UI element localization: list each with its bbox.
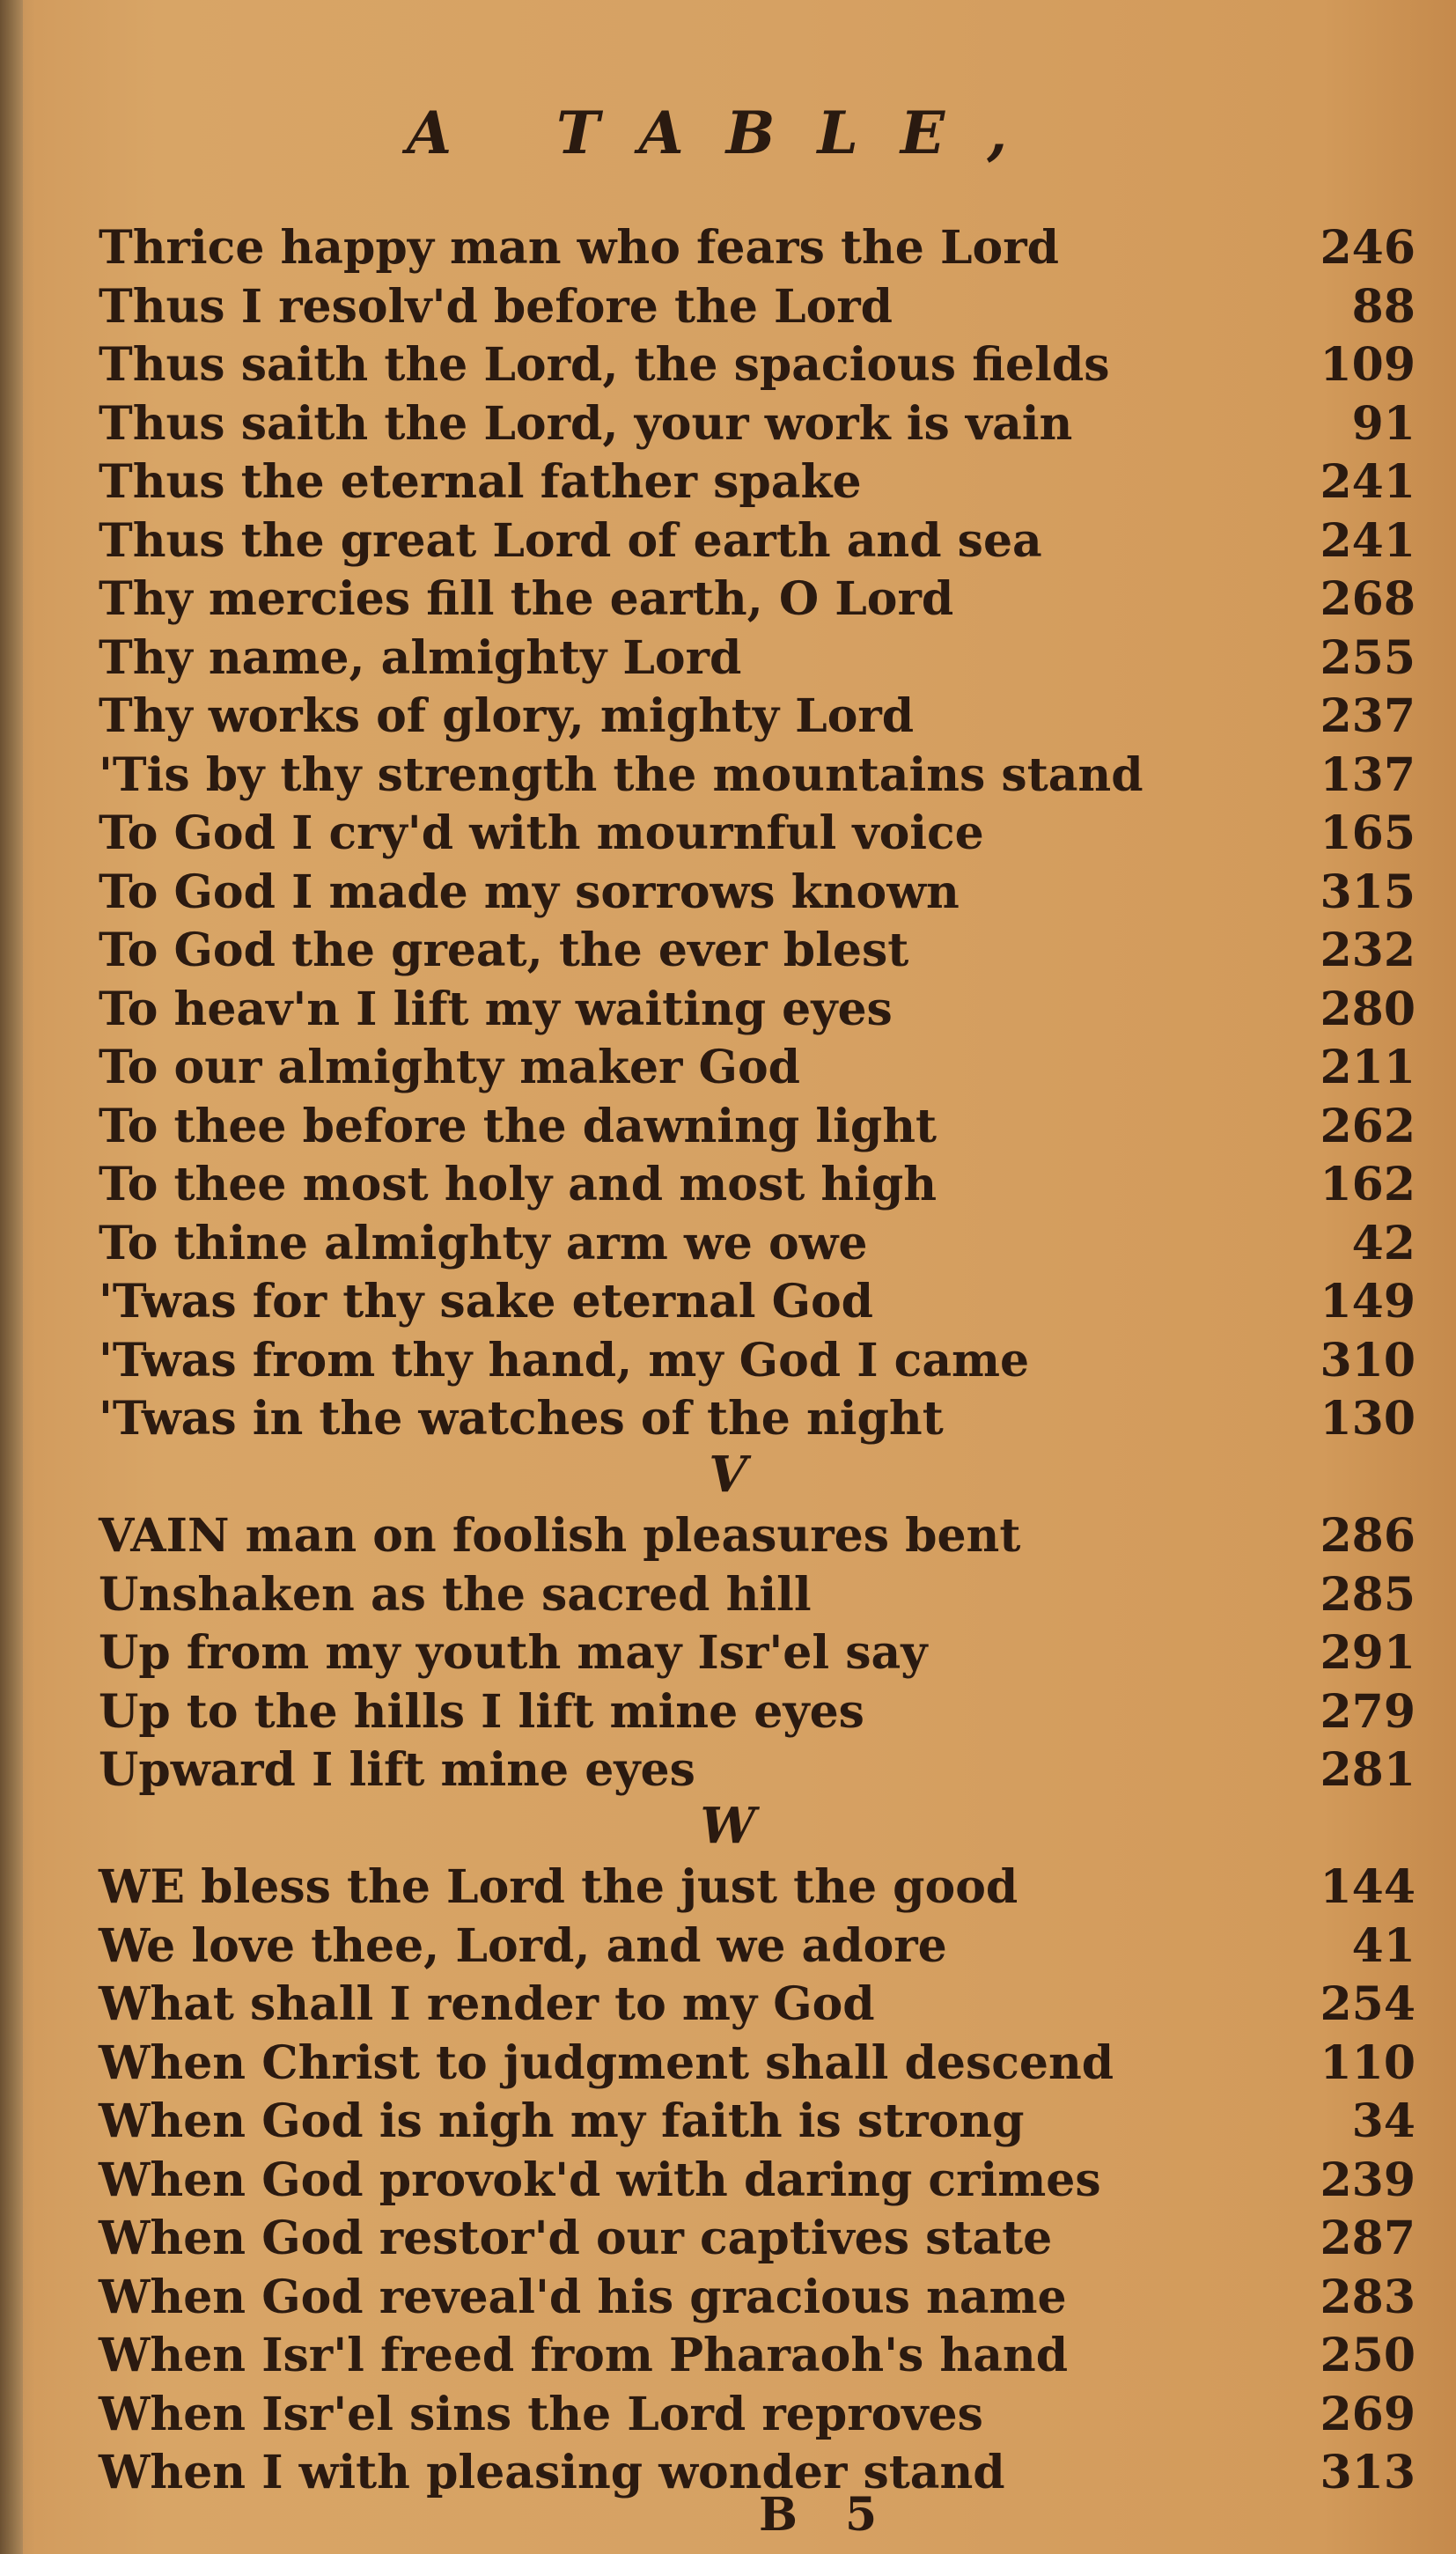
page-number: 269 (1320, 2387, 1416, 2441)
index-entry (0, 2209, 1456, 2268)
index-entry (0, 2268, 1456, 2327)
index-entry (0, 1389, 1456, 1448)
index-entry (0, 1975, 1456, 2034)
first-line-text: Thy works of glory, mighty Lord (99, 689, 915, 743)
index-entry (0, 570, 1456, 629)
first-line-text: To God I cry'd with mournful voice (99, 806, 984, 860)
first-line-text: Unshaken as the sacred hill (99, 1567, 812, 1622)
index-entry (0, 218, 1456, 277)
page-number: 279 (1320, 1684, 1416, 1739)
index-entry (0, 1506, 1456, 1565)
page-number: 237 (1320, 689, 1416, 743)
index-entry (0, 2092, 1456, 2151)
index-entry (0, 1565, 1456, 1624)
first-line-text: When God reveal'd his gracious name (99, 2270, 1067, 2324)
page-number: 144 (1320, 1860, 1416, 1914)
first-line-text: Thy mercies fill the earth, O Lord (99, 572, 954, 626)
first-line-text: When Isr'el sins the Lord reproves (99, 2387, 983, 2441)
page-number: 130 (1320, 1392, 1416, 1446)
first-line-text: Up to the hills I lift mine eyes (99, 1684, 864, 1739)
index-table (0, 218, 1456, 2502)
first-line-text: 'Twas in the watches of the night (99, 1392, 944, 1446)
first-line-text: We love thee, Lord, and we adore (99, 1918, 947, 1973)
page-number: 283 (1320, 2270, 1416, 2324)
page-number: 310 (1320, 1333, 1416, 1387)
first-line-text: VAIN man on foolish pleasures bent (99, 1509, 1021, 1563)
page-number: 291 (1320, 1626, 1416, 1680)
first-line-text: To our almighty maker God (99, 1041, 801, 1094)
index-entry (0, 512, 1456, 570)
first-line-text: When Isr'l freed from Pharaoh's hand (99, 2329, 1069, 2382)
page-number: 241 (1320, 455, 1416, 509)
index-entry (0, 2326, 1456, 2385)
first-line-text: Thy name, almighty Lord (99, 630, 742, 685)
first-line-text: To thee most holy and most high (99, 1158, 938, 1211)
page-number: 262 (1320, 1099, 1416, 1153)
page-number: 280 (1320, 982, 1416, 1036)
first-line-text: When God restor'd our captives state (99, 2212, 1053, 2265)
index-entry (0, 863, 1456, 922)
page-number: 254 (1320, 1977, 1416, 2031)
page-number: 232 (1320, 924, 1416, 977)
first-line-text: To heav'n I lift my waiting eyes (99, 982, 893, 1036)
page-number: 241 (1320, 513, 1416, 568)
page-number: 255 (1320, 630, 1416, 685)
first-line-text: 'Twas for thy sake eternal God (99, 1275, 874, 1329)
first-line-text: To God I made my sorrows known (99, 865, 960, 919)
page-number: 109 (1320, 338, 1416, 392)
index-entry (0, 2151, 1456, 2210)
first-line-text: When Christ to judgment shall descend (99, 2035, 1114, 2090)
first-line-text: Thrice happy man who fears the Lord (99, 221, 1059, 275)
page-number: 211 (1320, 1041, 1416, 1094)
index-entry (0, 629, 1456, 688)
page-number: 42 (1351, 1216, 1416, 1270)
page-number: 149 (1320, 1275, 1416, 1329)
index-entry (0, 1097, 1456, 1156)
page-number: 34 (1351, 2094, 1416, 2148)
first-line-text: 'Twas from thy hand, my God I came (99, 1333, 1030, 1387)
page-title: A TABLE, (406, 99, 1050, 167)
section-row (0, 1445, 1456, 1507)
page-number: 91 (1351, 396, 1416, 451)
first-line-text: Upward I lift mine eyes (99, 1743, 695, 1797)
first-line-text: When God provok'd with daring crimes (99, 2153, 1101, 2207)
page-number: 41 (1351, 1918, 1416, 1973)
page-number: 88 (1351, 279, 1416, 334)
page-number: 165 (1320, 806, 1416, 860)
signature-mark: B 5 (759, 2488, 893, 2542)
first-line-text: What shall I render to my God (99, 1977, 875, 2031)
index-entry (0, 980, 1456, 1039)
first-line-text: Thus the eternal father spake (99, 455, 862, 509)
index-entry (0, 2443, 1456, 2502)
page-number: 110 (1320, 2035, 1416, 2090)
index-entry (0, 804, 1456, 863)
page-number: 313 (1320, 2446, 1416, 2499)
first-line-text: When God is nigh my faith is strong (99, 2094, 1025, 2148)
first-line-text: To thine almighty arm we owe (99, 1216, 868, 1270)
page-number: 250 (1320, 2329, 1416, 2382)
index-entry (0, 1331, 1456, 1390)
index-entry (0, 1682, 1456, 1741)
first-line-text: Thus I resolv'd before the Lord (99, 279, 893, 334)
index-entry (0, 2385, 1456, 2444)
first-line-text: Thus the great Lord of earth and sea (99, 513, 1042, 568)
index-entry (0, 746, 1456, 805)
index-entry (0, 1741, 1456, 1800)
first-line-text: When I with pleasing wonder stand (99, 2446, 1005, 2499)
page-number: 246 (1320, 221, 1416, 275)
first-line-text: Thus saith the Lord, the spacious fields (99, 338, 1110, 392)
page-number: 137 (1320, 747, 1416, 802)
page-number: 239 (1320, 2153, 1416, 2207)
section-letter: V (709, 1445, 747, 1504)
page-number: 315 (1320, 865, 1416, 919)
page-number: 287 (1320, 2212, 1416, 2265)
index-entry (0, 1214, 1456, 1273)
page-number: 285 (1320, 1567, 1416, 1622)
index-entry (0, 1917, 1456, 1976)
index-entry (0, 394, 1456, 453)
index-entry (0, 277, 1456, 336)
index-entry (0, 1155, 1456, 1214)
section-row (0, 1796, 1456, 1858)
first-line-text: WE bless the Lord the just the good (99, 1860, 1018, 1914)
page-number: 162 (1320, 1158, 1416, 1211)
page-number: 268 (1320, 572, 1416, 626)
index-entry (0, 921, 1456, 980)
first-line-text: To God the great, the ever blest (99, 924, 909, 977)
index-entry (0, 687, 1456, 746)
index-entry (0, 1272, 1456, 1331)
index-entry (0, 2034, 1456, 2093)
first-line-text: 'Tis by thy strength the mountains stand (99, 747, 1143, 802)
index-entry (0, 1038, 1456, 1097)
page-number: 281 (1320, 1743, 1416, 1797)
first-line-text: Up from my youth may Isr'el say (99, 1626, 928, 1680)
section-letter: W (700, 1796, 756, 1855)
page-number: 286 (1320, 1509, 1416, 1563)
index-entry (0, 453, 1456, 512)
index-entry (0, 1623, 1456, 1682)
first-line-text: To thee before the dawning light (99, 1099, 938, 1153)
index-entry (0, 1858, 1456, 1917)
index-entry (0, 335, 1456, 394)
first-line-text: Thus saith the Lord, your work is vain (99, 396, 1073, 451)
